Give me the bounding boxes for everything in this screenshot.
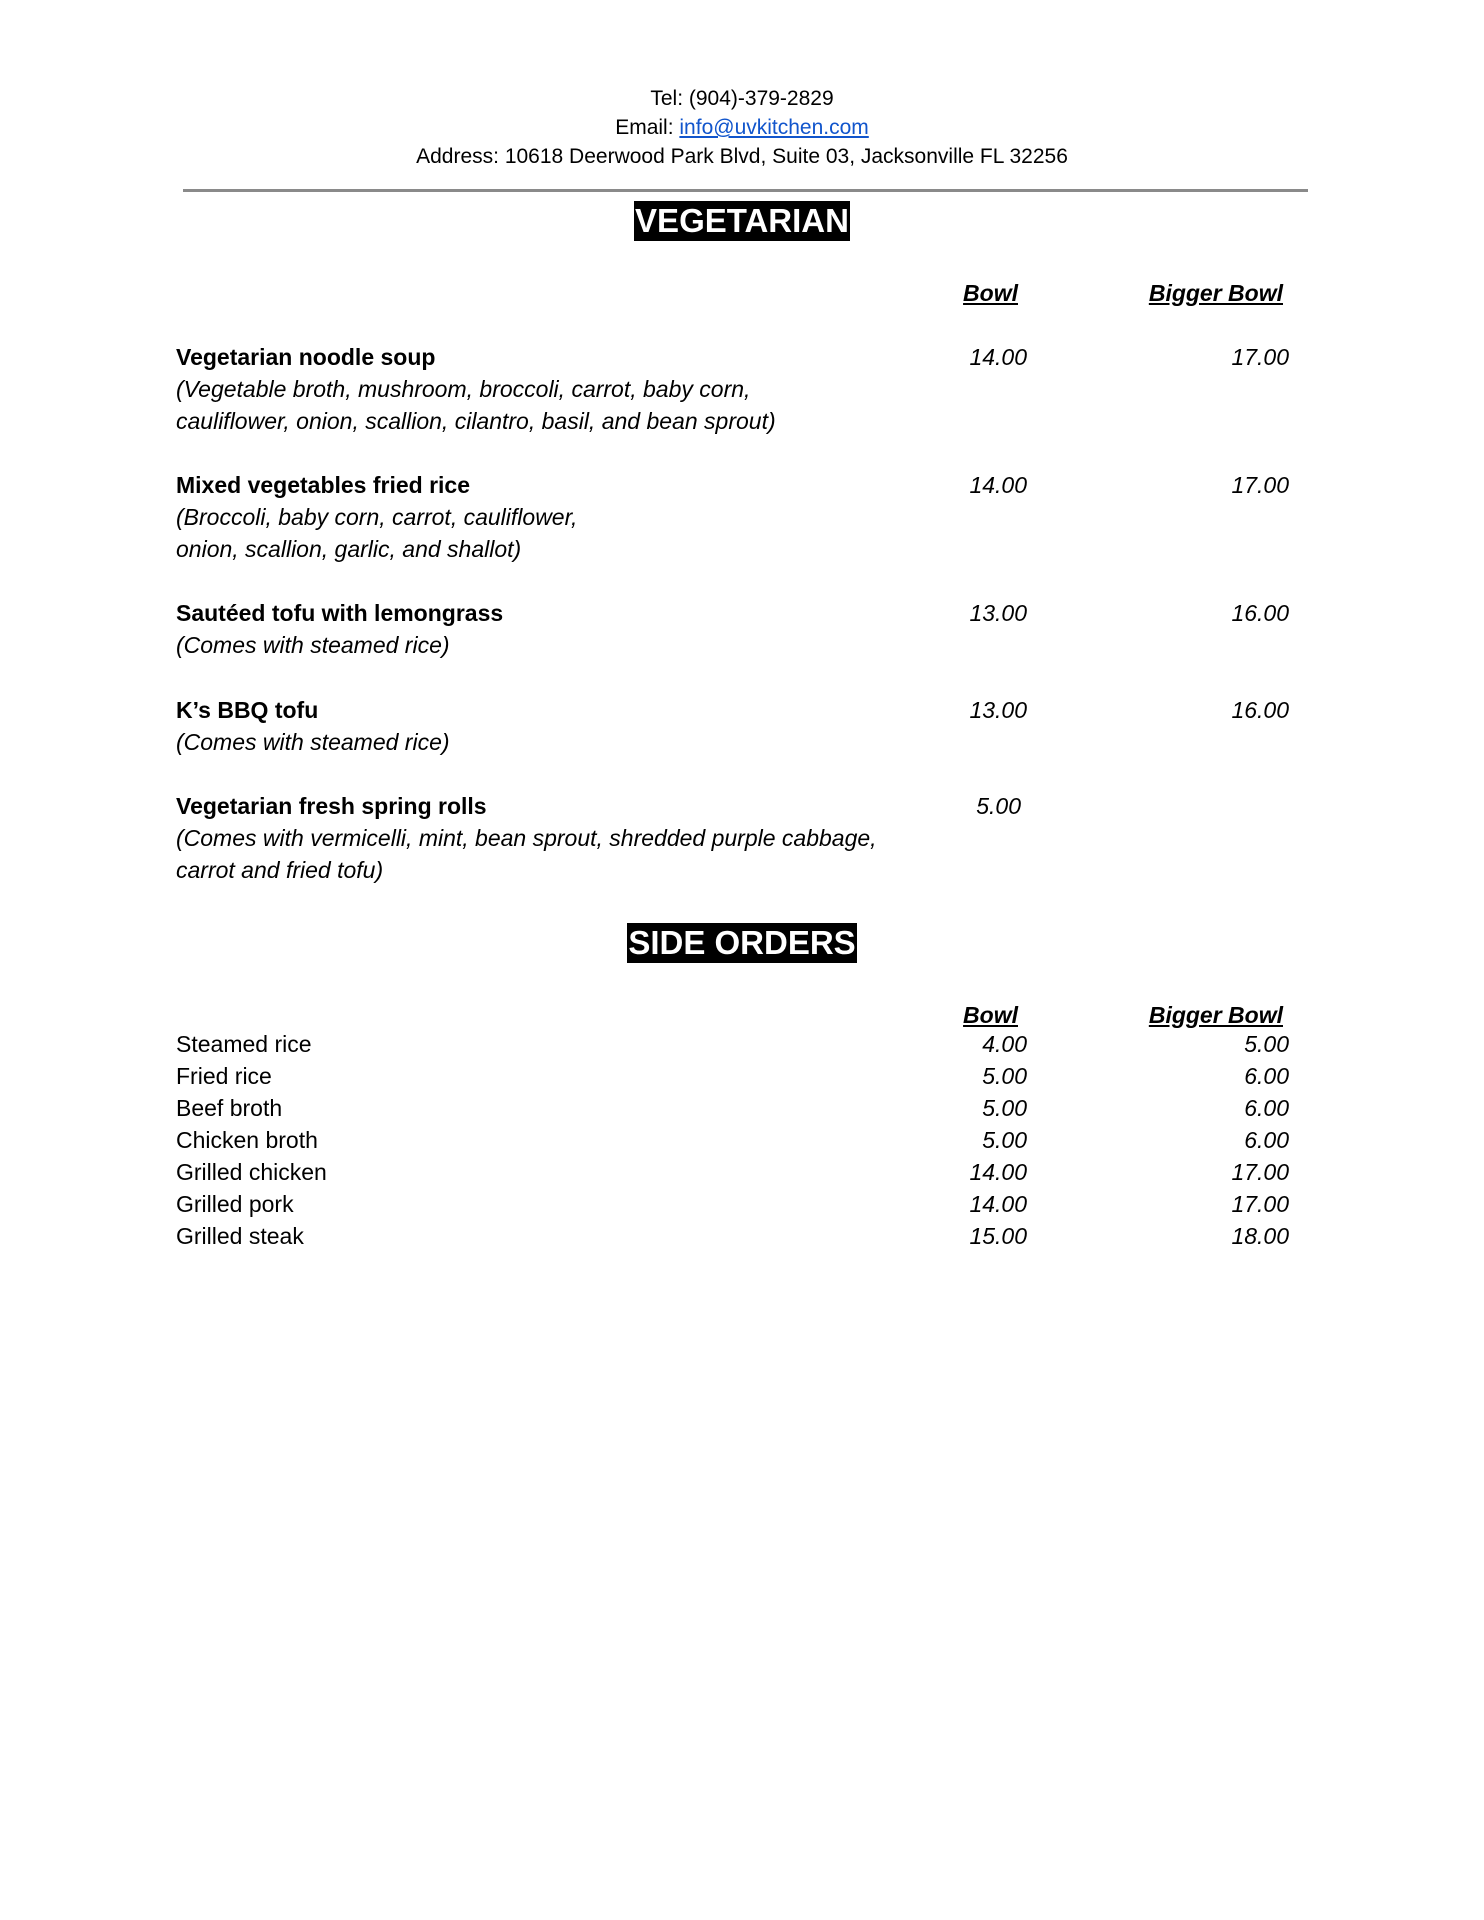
side-order-name: Grilled steak (176, 1223, 304, 1249)
side-order-bigger-bowl-price: 6.00 (1244, 1127, 1289, 1153)
side-order-bowl-price: 5.00 (982, 1063, 1027, 1089)
header-divider (183, 189, 1308, 192)
email-link[interactable]: info@uvkitchen.com (679, 116, 869, 139)
vegetarian-col-bowl: Bowl (963, 280, 1018, 306)
side-order-bigger-bowl-price: 6.00 (1244, 1095, 1289, 1121)
side-order-bowl-price: 15.00 (969, 1223, 1027, 1249)
menu-item-bowl-price: 14.00 (969, 344, 1027, 370)
side-order-bowl-price: 5.00 (982, 1095, 1027, 1121)
vegetarian-col-bigger-bowl: Bigger Bowl (1148, 280, 1283, 306)
menu-item-name: Vegetarian fresh spring rolls (176, 793, 487, 819)
side-order-row (176, 1156, 1289, 1188)
menu-item-name: Sautéed tofu with lemongrass (176, 600, 504, 626)
side-orders-title: SIDE ORDERS (628, 924, 856, 961)
email-label: Email: (615, 116, 680, 139)
address: Address: 10618 Deerwood Park Blvd, Suite 03, Jacksonville FL 32256 (416, 145, 1068, 168)
menu-item (176, 597, 956, 661)
side-orders-col-bigger-bowl: Bigger Bowl (1148, 1002, 1283, 1028)
menu-item-bigger-bowl-price: 16.00 (1231, 600, 1289, 626)
side-order-bigger-bowl-price: 17.00 (1231, 1191, 1289, 1217)
side-order-bigger-bowl-price: 17.00 (1231, 1159, 1289, 1185)
side-order-bowl-price: 4.00 (982, 1031, 1027, 1057)
contact-header (0, 84, 1484, 171)
menu-item-name: Mixed vegetables fried rice (176, 472, 471, 498)
side-order-name: Steamed rice (176, 1031, 312, 1057)
menu-item-description: (Comes with steamed rice) (176, 632, 450, 658)
menu-item (176, 694, 956, 758)
email-line (0, 113, 1484, 142)
menu-item-name: K’s BBQ tofu (176, 697, 319, 723)
side-order-bigger-bowl-price: 6.00 (1244, 1063, 1289, 1089)
side-order-row (176, 1188, 1289, 1220)
menu-item (176, 469, 956, 565)
side-order-row (176, 1220, 1289, 1252)
menu-item-description: (Comes with vermicelli, mint, bean sprout, shredded purple cabbage, carrot and fried tofu) (176, 825, 877, 883)
phone-number: Tel: (904)-379-2829 (650, 87, 834, 110)
side-order-name: Grilled pork (176, 1191, 294, 1217)
menu-item-bigger-bowl-price: 17.00 (1231, 472, 1289, 498)
menu-item-description: (Broccoli, baby corn, carrot, cauliflower, onion, scallion, garlic, and shallot) (176, 504, 578, 562)
vegetarian-title: VEGETARIAN (635, 202, 849, 239)
menu-item-name: Vegetarian noodle soup (176, 344, 436, 370)
side-order-name: Fried rice (176, 1063, 272, 1089)
side-orders-section-title (0, 924, 1484, 962)
vegetarian-section-title (0, 202, 1484, 240)
side-order-row (176, 1092, 1289, 1124)
side-order-row (176, 1028, 1289, 1060)
side-order-bowl-price: 5.00 (982, 1127, 1027, 1153)
menu-item-bowl-price: 14.00 (969, 472, 1027, 498)
side-order-name: Beef broth (176, 1095, 283, 1121)
side-order-name: Grilled chicken (176, 1159, 327, 1185)
side-order-bigger-bowl-price: 18.00 (1231, 1223, 1289, 1249)
side-order-row (176, 1124, 1289, 1156)
menu-item-bowl-price: 13.00 (969, 697, 1027, 723)
menu-item-bowl-price: 13.00 (969, 600, 1027, 626)
side-order-bigger-bowl-price: 5.00 (1244, 1031, 1289, 1057)
side-order-bowl-price: 14.00 (969, 1159, 1027, 1185)
menu-item-description: (Vegetable broth, mushroom, broccoli, carrot, baby corn, cauliflower, onion, scallion, cilantro, basil, and bean sprout) (176, 376, 776, 434)
side-order-bowl-price: 14.00 (969, 1191, 1027, 1217)
menu-item-bowl-price: 5.00 (976, 793, 1021, 819)
side-orders-col-bowl: Bowl (963, 1002, 1018, 1028)
side-order-row (176, 1060, 1289, 1092)
menu-item (176, 790, 956, 886)
menu-item-description: (Comes with steamed rice) (176, 729, 450, 755)
menu-item-bigger-bowl-price: 17.00 (1231, 344, 1289, 370)
side-order-name: Chicken broth (176, 1127, 318, 1153)
menu-item-bigger-bowl-price: 16.00 (1231, 697, 1289, 723)
menu-item (176, 341, 956, 437)
